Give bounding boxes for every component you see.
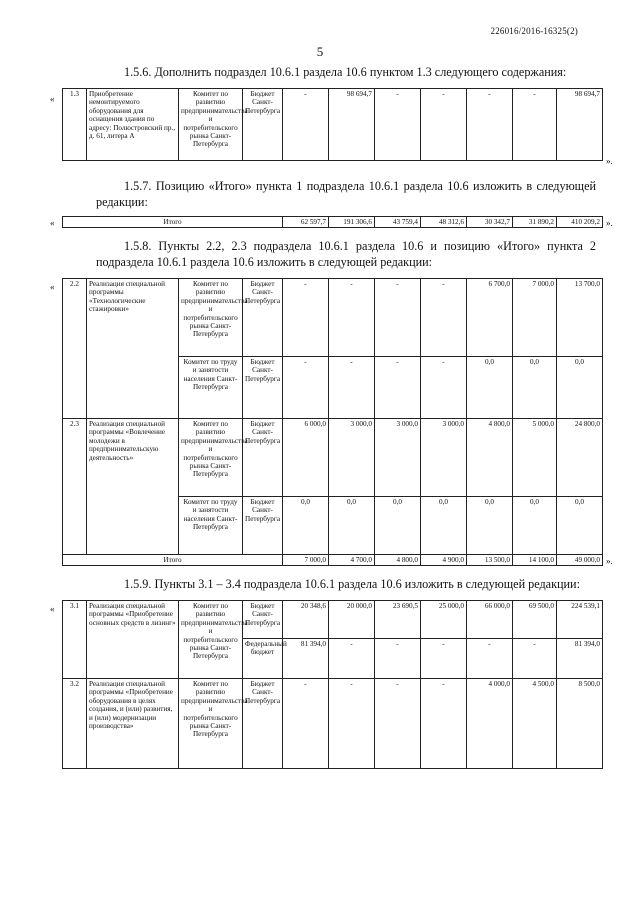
value-cell: 62 597,7 bbox=[283, 217, 329, 228]
value-cell: - bbox=[329, 357, 375, 419]
value-cell: 6 000,0 bbox=[283, 419, 329, 497]
value-cell: 31 890,2 bbox=[513, 217, 557, 228]
value-cell: 69 500,0 bbox=[513, 601, 557, 639]
funding-source: Бюджет Санкт-Петербурга bbox=[243, 279, 283, 357]
value-cell: 24 800,0 bbox=[557, 419, 603, 497]
value-cell: 81 394,0 bbox=[283, 639, 329, 679]
item-number: 1.3 bbox=[63, 89, 87, 161]
paragraph-1-5-7: 1.5.7. Позицию «Итого» пункта 1 подраздела 10.6.1 раздела 10.6 изложить в следующей редакции: bbox=[96, 179, 596, 209]
value-cell: 13 500,0 bbox=[467, 555, 513, 566]
executor: Комитет по развитию предпринимательства и потребительского рынка Санкт-Петербурга bbox=[179, 89, 243, 161]
quote-close: ». bbox=[606, 556, 613, 566]
value-cell: 0,0 bbox=[329, 497, 375, 555]
table-items-3-1-3-2 bbox=[62, 600, 603, 769]
value-cell: - bbox=[375, 679, 421, 769]
value-cell: - bbox=[375, 279, 421, 357]
executor: Комитет по труду и занятости населения Санкт-Петербурга bbox=[179, 497, 243, 555]
value-cell: 191 306,6 bbox=[329, 217, 375, 228]
value-cell: - bbox=[329, 679, 375, 769]
value-cell: 224 539,1 bbox=[557, 601, 603, 639]
value-cell: 4 500,0 bbox=[513, 679, 557, 769]
value-cell: - bbox=[283, 279, 329, 357]
executor: Комитет по развитию предпринимательства и потребительского рынка Санкт-Петербурга bbox=[179, 279, 243, 357]
value-cell: 5 000,0 bbox=[513, 419, 557, 497]
quote-open: « bbox=[50, 282, 55, 292]
item-number: 2.3 bbox=[63, 419, 87, 555]
executor: Комитет по развитию предпринимательства и потребительского рынка Санкт-Петербурга bbox=[179, 679, 243, 769]
value-cell: - bbox=[329, 279, 375, 357]
table-row bbox=[63, 555, 603, 566]
executor: Комитет по труду и занятости населения Санкт-Петербурга bbox=[179, 357, 243, 419]
value-cell: - bbox=[283, 89, 329, 161]
value-cell: 0,0 bbox=[375, 497, 421, 555]
value-cell: - bbox=[421, 357, 467, 419]
value-cell: - bbox=[467, 89, 513, 161]
value-cell: 3 000,0 bbox=[421, 419, 467, 497]
value-cell: 25 000,0 bbox=[421, 601, 467, 639]
value-cell: - bbox=[513, 89, 557, 161]
value-cell: 20 348,6 bbox=[283, 601, 329, 639]
value-cell: - bbox=[329, 639, 375, 679]
table-row bbox=[63, 601, 603, 639]
value-cell: 23 690,5 bbox=[375, 601, 421, 639]
value-cell: - bbox=[375, 639, 421, 679]
value-cell: - bbox=[513, 639, 557, 679]
value-cell: 3 000,0 bbox=[375, 419, 421, 497]
item-name: Приобретение немонтируемого оборудования для оснащения здания по адресу: Полюстровский пр., д. 61, литера А bbox=[87, 89, 179, 161]
value-cell: 4 800,0 bbox=[375, 555, 421, 566]
value-cell: - bbox=[375, 89, 421, 161]
value-cell: 0,0 bbox=[467, 497, 513, 555]
table-row bbox=[63, 89, 603, 161]
value-cell: - bbox=[421, 89, 467, 161]
funding-source: Федеральный бюджет bbox=[243, 639, 283, 679]
funding-source: Бюджет Санкт-Петербурга bbox=[243, 497, 283, 555]
value-cell: 49 000,0 bbox=[557, 555, 603, 566]
value-cell: 7 000,0 bbox=[283, 555, 329, 566]
executor: Комитет по развитию предпринимательства и потребительского рынка Санкт-Петербурга bbox=[179, 601, 243, 679]
funding-source: Бюджет Санкт-Петербурга bbox=[243, 601, 283, 639]
quote-close: ». bbox=[606, 218, 613, 228]
quote-open: « bbox=[50, 604, 55, 614]
item-name: Реализация специальной программы «Технологические стажировки» bbox=[87, 279, 179, 419]
value-cell: 43 759,4 bbox=[375, 217, 421, 228]
value-cell: 66 000,0 bbox=[467, 601, 513, 639]
value-cell: 0,0 bbox=[513, 497, 557, 555]
quote-open: « bbox=[50, 94, 55, 104]
value-cell: 81 394,0 bbox=[557, 639, 603, 679]
value-cell: 0,0 bbox=[557, 357, 603, 419]
value-cell: - bbox=[421, 279, 467, 357]
table-row bbox=[63, 679, 603, 769]
value-cell: 98 694,7 bbox=[557, 89, 603, 161]
value-cell: - bbox=[421, 679, 467, 769]
value-cell: 4 800,0 bbox=[467, 419, 513, 497]
value-cell: 98 694,7 bbox=[329, 89, 375, 161]
quote-open: « bbox=[50, 218, 55, 228]
item-name: Реализация специальной программы «Приобретение основных средств в лизинг» bbox=[87, 601, 179, 679]
total-label: Итого bbox=[63, 217, 283, 228]
value-cell: 3 000,0 bbox=[329, 419, 375, 497]
paragraph-1-5-6: 1.5.6. Дополнить подраздел 10.6.1 раздела 10.6 пунктом 1.3 следующего содержания: bbox=[124, 65, 567, 79]
value-cell: - bbox=[467, 639, 513, 679]
value-cell: 4 900,0 bbox=[421, 555, 467, 566]
value-cell: 4 700,0 bbox=[329, 555, 375, 566]
value-cell: 13 700,0 bbox=[557, 279, 603, 357]
value-cell: 7 000,0 bbox=[513, 279, 557, 357]
table-total-1 bbox=[62, 216, 603, 228]
table-row bbox=[63, 217, 603, 228]
value-cell: - bbox=[375, 357, 421, 419]
table-item-1-3 bbox=[62, 88, 603, 161]
value-cell: 30 342,7 bbox=[467, 217, 513, 228]
paragraph-1-5-8: 1.5.8. Пункты 2.2, 2.3 подраздела 10.6.1 раздела 10.6 и позицию «Итого» пункта 2 подраздела 10.6.1 раздела 10.6 изложить в следующей редакции: bbox=[96, 239, 596, 269]
quote-close: ». bbox=[606, 156, 613, 166]
value-cell: 8 500,0 bbox=[557, 679, 603, 769]
document-number: 226016/2016-16325(2) bbox=[490, 26, 578, 36]
value-cell: 48 312,6 bbox=[421, 217, 467, 228]
value-cell: - bbox=[283, 679, 329, 769]
funding-source: Бюджет Санкт-Петербурга bbox=[243, 357, 283, 419]
item-name: Реализация специальной программы «Вовлечение молодежи в предпринимательскую деятельность» bbox=[87, 419, 179, 555]
value-cell: 410 209,2 bbox=[557, 217, 603, 228]
value-cell: - bbox=[283, 357, 329, 419]
item-number: 2.2 bbox=[63, 279, 87, 419]
value-cell: 14 100,0 bbox=[513, 555, 557, 566]
table-items-2-2-2-3 bbox=[62, 278, 603, 566]
page-number: 5 bbox=[316, 44, 324, 59]
value-cell: 0,0 bbox=[467, 357, 513, 419]
funding-source: Бюджет Санкт-Петербурга bbox=[243, 419, 283, 497]
value-cell: 0,0 bbox=[421, 497, 467, 555]
funding-source: Бюджет Санкт-Петербурга bbox=[243, 89, 283, 161]
item-number: 3.1 bbox=[63, 601, 87, 679]
value-cell: - bbox=[421, 639, 467, 679]
table-row bbox=[63, 279, 603, 357]
value-cell: 0,0 bbox=[513, 357, 557, 419]
value-cell: 20 000,0 bbox=[329, 601, 375, 639]
funding-source: Бюджет Санкт-Петербурга bbox=[243, 679, 283, 769]
executor: Комитет по развитию предпринимательства и потребительского рынка Санкт-Петербурга bbox=[179, 419, 243, 497]
item-name: Реализация специальной программы «Приобретение оборудования в целях создания, и (или) развития, и (или) модернизации производства» bbox=[87, 679, 179, 769]
value-cell: 4 000,0 bbox=[467, 679, 513, 769]
value-cell: 6 700,0 bbox=[467, 279, 513, 357]
item-number: 3.2 bbox=[63, 679, 87, 769]
total-label: Итого bbox=[63, 555, 283, 566]
paragraph-1-5-9: 1.5.9. Пункты 3.1 – 3.4 подраздела 10.6.1 раздела 10.6 изложить в следующей редакции: bbox=[124, 577, 580, 591]
table-row bbox=[63, 419, 603, 497]
value-cell: 0,0 bbox=[283, 497, 329, 555]
value-cell: 0,0 bbox=[557, 497, 603, 555]
